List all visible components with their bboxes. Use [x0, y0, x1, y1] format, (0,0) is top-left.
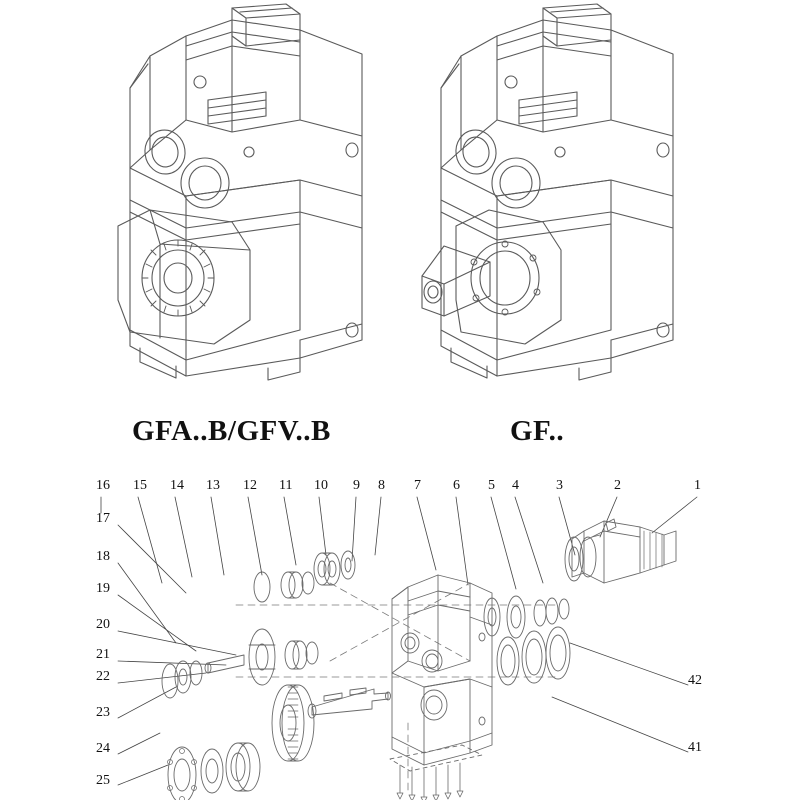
callout-23: 23	[96, 705, 110, 720]
callout-18: 18	[96, 549, 110, 564]
callout-15: 15	[133, 478, 147, 493]
callout-8: 8	[378, 478, 385, 493]
callout-5: 5	[488, 478, 495, 493]
exploded-assembly-view	[0, 465, 800, 800]
callout-4: 4	[512, 478, 519, 493]
callout-10: 10	[314, 478, 328, 493]
callout-6: 6	[453, 478, 460, 493]
callout-12: 12	[243, 478, 257, 493]
callout-13: 13	[206, 478, 220, 493]
callout-19: 19	[96, 581, 110, 596]
caption-left: GFA..B/GFV..B	[132, 415, 331, 447]
callout-22: 22	[96, 669, 110, 684]
callout-41: 41	[688, 740, 702, 755]
callout-42: 42	[688, 673, 702, 688]
callout-3: 3	[556, 478, 563, 493]
callout-14: 14	[170, 478, 184, 493]
gearbox-right-icon	[422, 4, 673, 380]
callout-1: 1	[694, 478, 701, 493]
callout-20: 20	[96, 617, 110, 632]
callout-24: 24	[96, 741, 110, 756]
callout-7: 7	[414, 478, 421, 493]
callout-9: 9	[353, 478, 360, 493]
exploded-assembly-svg	[0, 465, 800, 800]
callout-2: 2	[614, 478, 621, 493]
callout-17: 17	[96, 511, 110, 526]
callout-16: 16	[96, 478, 110, 493]
caption-right: GF..	[510, 415, 565, 447]
callout-21: 21	[96, 647, 110, 662]
callout-11: 11	[279, 478, 293, 493]
gearbox-left-icon	[118, 4, 362, 380]
callout-25: 25	[96, 773, 110, 788]
